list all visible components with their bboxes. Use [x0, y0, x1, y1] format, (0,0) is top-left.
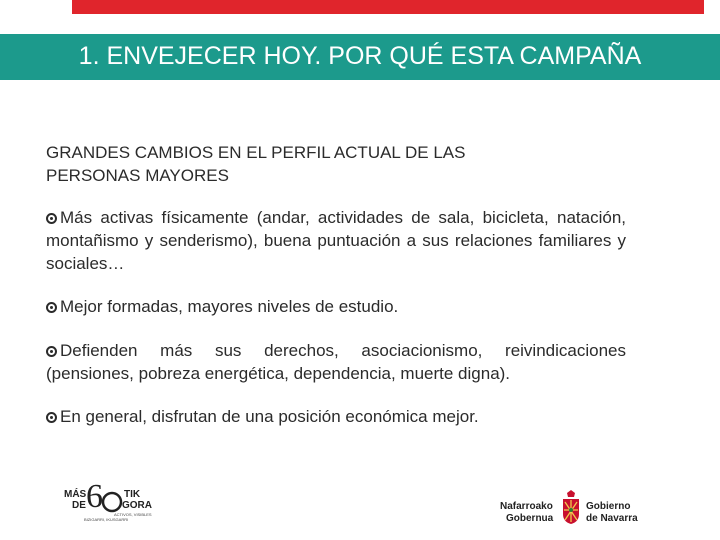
circle-bullet-icon: [46, 302, 57, 313]
logo-text: de Navarra: [586, 513, 638, 524]
bullet-item: [46, 206, 626, 275]
logo-text: Gobierno: [586, 501, 631, 512]
circle-bullet-icon: [46, 346, 57, 357]
bullet-item: [46, 295, 626, 318]
logo-digit: 6: [86, 478, 103, 515]
logo-text: DE: [72, 500, 86, 511]
logo-tagline: BIZIGARRI, IKUSGARRI: [84, 517, 129, 522]
bullet-item: [46, 339, 626, 385]
subtitle-line-1: GRANDES CAMBIOS EN EL PERFIL ACTUAL DE LAS: [46, 143, 466, 162]
logo-ring-icon: [100, 490, 124, 514]
title-band: [0, 34, 720, 80]
circle-bullet-icon: [46, 213, 57, 224]
mas-de-60-logo: [60, 478, 156, 530]
bullet-text: Defienden más sus derechos, asociacionismo, reivindicaciones (pensiones, pobreza energética, dependencia, muerte digna).: [46, 341, 626, 383]
bullet-text: Más activas físicamente (andar, actividades de sala, bicicleta, natación, montañismo y senderismo), buena puntuación a sus relaciones familiares y sociales…: [46, 208, 626, 273]
top-accent-bar: [72, 0, 704, 14]
gobierno-de-navarra-logo: [500, 490, 670, 530]
logo-text: TIK: [124, 489, 141, 500]
bullet-text: Mejor formadas, mayores niveles de estudio.: [60, 297, 399, 316]
slide-subtitle: [46, 141, 626, 187]
logo-text: Nafarroako: [500, 501, 553, 512]
slide-content: [46, 141, 626, 448]
logo-text: Gobernua: [506, 513, 554, 524]
slide-title: 1. ENVEJECER HOY. POR QUÉ ESTA CAMPAÑA: [78, 42, 642, 70]
bullet-item: [46, 405, 626, 428]
subtitle-line-2: PERSONAS MAYORES: [46, 166, 229, 185]
circle-bullet-icon: [46, 412, 57, 423]
logo-text: GORA: [122, 500, 152, 511]
bullet-text: En general, disfrutan de una posición económica mejor.: [60, 407, 479, 426]
logo-tagline: ACTIVOS, VISIBLES: [114, 512, 152, 517]
navarra-shield-icon: [561, 490, 581, 524]
logo-text: MÁS: [64, 489, 87, 500]
